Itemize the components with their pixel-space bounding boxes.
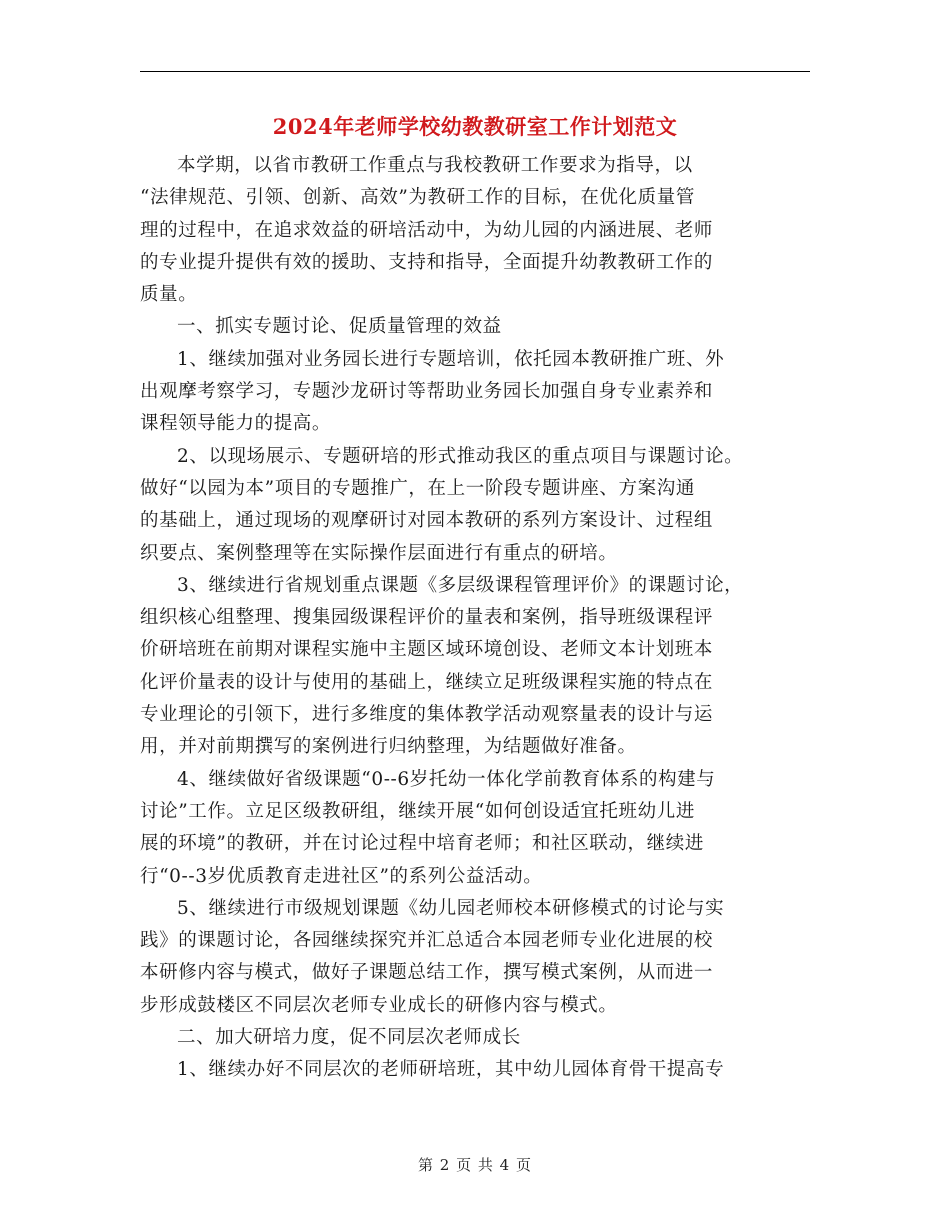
paragraph-1-4: 4、继续做好省级课题“0--6岁托幼一体化学前教育体系的构建与 讨论”工作。立足区级教研组，继续开展“如何创设适宜托班幼儿进 展的环境”的教研，并在讨论过程中培育老师；和社区联动，继续进 行“0--3岁优质教育走进社区”的系列公益活动。 [140,768,716,887]
document-title: 2024年老师学校幼教教研室工作计划范文 [272,114,678,139]
paragraph-2-1: 1、继续办好不同层次的老师研培班，其中幼儿园体育骨干提高专 [177,1059,725,1081]
page-number-footer: 第 2 页 共 4 页 [418,1156,532,1174]
paragraph-1-1: 1、继续加强对业务园长进行专题培训，依托园本教研推广班、外 出观摩考察学习，专题沙龙研讨等帮助业务园长加强自身专业素养和 课程领导能力的提高。 [140,348,725,435]
paragraph-1-3: 3、继续进行省规划重点课题《多层级课程管理评价》的课题讨论， 组织核心组整理、搜集园级课程评价的量表和案例，指导班级课程评 价研培班在前期对课程实施中主题区域环境创设、老师文本计划班本 化评价量表的设计与使用的基础上，继续立足班级课程实施的特点在 专业理论的引领下，进行多维度的集体教学活动观察量表的设计与运 用，并对前期撰写的案例进行归纳整理，为结题做好准备。 [140,574,744,758]
section-heading-1: 一、抓实专题讨论、促质量管理的效益 [177,316,502,338]
paragraph-1-5: 5、继续进行市级规划课题《幼儿园老师校本研修模式的讨论与实 践》的课题讨论，各园继续探究并汇总适合本园老师专业化进展的校 本研修内容与模式，做好子课题总结工作，撰写模式案例，从而进一 步形成鼓楼区不同层次老师专业成长的研修内容与模式。 [140,897,725,1016]
paragraph-1-2: 2、以现场展示、专题研培的形式推动我区的重点项目与课题讨论。 做好“以园为本”项目的专题推广，在上一阶段专题讲座、方案沟通 的基础上，通过现场的观摩研讨对园本教研的系列方案设计、过程组 织要点、案例整理等在实际操作层面进行有重点的研培。 [140,445,744,564]
paragraph-intro: 本学期，以省市教研工作重点与我校教研工作要求为指导，以 “法律规范、引领、创新、高效”为教研工作的目标，在优化质量管 理的过程中，在追求效益的研培活动中，为幼儿园的内涵进展、老师 的专业提升提供有效的援助、支持和指导，全面提升幼教教研工作的 质量。 [140,155,714,306]
header-rule [140,71,810,72]
section-heading-2: 二、加大研培力度，促不同层次老师成长 [177,1027,521,1049]
document-body [140,150,820,1087]
